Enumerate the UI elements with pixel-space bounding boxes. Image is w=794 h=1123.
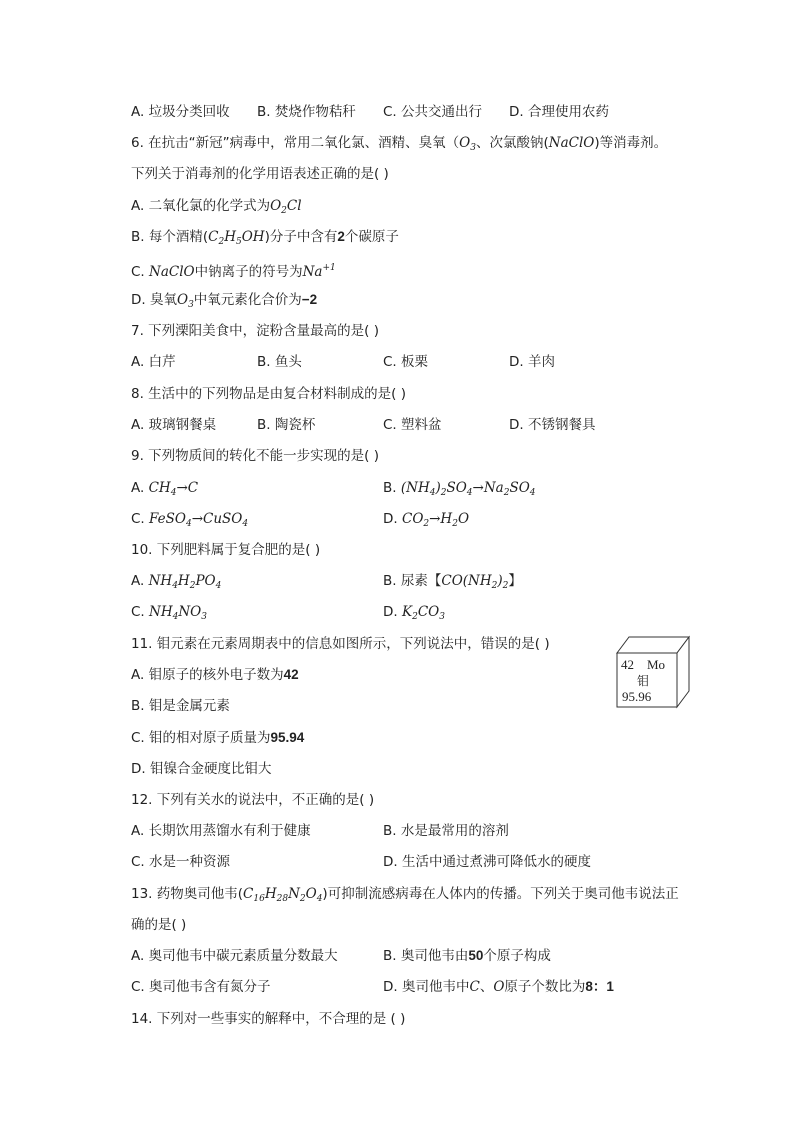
q7-stem: 7. 下列溧阳美食中，淀粉含量最高的是( ) — [131, 323, 379, 339]
q10-option-a: A. $NH_4H_2PO_4$ — [131, 573, 222, 591]
q11-option-b: B. 钼是金属元素 — [131, 698, 230, 714]
q10-option-b: B. 尿素【$CO(NH_2)_2$】 — [383, 573, 522, 591]
q13-option-c: C. 奥司他韦含有氮分子 — [131, 979, 271, 995]
q9-option-d: D. $CO_2\to H_2O$ — [383, 511, 470, 529]
q8-stem: 8. 生活中的下列物品是由复合材料制成的是( ) — [131, 386, 406, 402]
q9-stem: 9. 下列物质间的转化不能一步实现的是( ) — [131, 448, 379, 464]
q5-option-b: B. 焚烧作物秸秆 — [257, 104, 356, 120]
element-symbol: Mo — [647, 657, 666, 672]
q13-stem-line1: 13. 药物奥司他韦$(C_{16}H_{28}N_2O_4)$可抑制流感病毒在人体内的传播。下列关于奥司他韦说法正 — [131, 886, 679, 904]
q7-option-b: B. 鱼头 — [257, 354, 302, 370]
q12-option-c: C. 水是一种资源 — [131, 854, 231, 870]
q11-stem: 11. 钼元素在元素周期表中的信息如图所示，下列说法中，错误的是( ) — [131, 636, 550, 652]
q13-option-b: B. 奥司他韦由50个原子构成 — [383, 948, 551, 964]
q6-stem-line1: 6. 在抗击“新冠”病毒中，常用二氧化氯、酒精、臭氧（$O_3$、次氯酸钠(NaClO)等消毒剂。 — [131, 135, 668, 153]
q9-option-b: B. $(NH_4)_2SO_4\to Na_2SO_4$ — [383, 480, 536, 498]
q12-option-d: D. 生活中通过煮沸可降低水的硬度 — [383, 854, 591, 870]
element-name: 钼 — [637, 674, 650, 688]
element-atomic-mass: 95.96 — [622, 689, 652, 704]
q5-option-a: A. 垃圾分类回收 — [131, 104, 230, 120]
q6-option-a: A. 二氧化氯的化学式为$O_2Cl$ — [131, 198, 302, 216]
q9-option-a: A. $CH_4\to C$ — [131, 480, 199, 498]
q11-option-c: C. 钼的相对原子质量为95.94 — [131, 730, 305, 746]
q11-option-a: A. 钼原子的核外电子数为42 — [131, 667, 299, 683]
q8-option-a: A. 玻璃钢餐桌 — [131, 417, 217, 433]
q7-option-c: C. 板栗 — [383, 354, 429, 370]
q10-option-d: D. $K_2CO_3$ — [383, 604, 445, 622]
q13-stem-line2: 确的是( ) — [131, 917, 187, 933]
q6-option-b: B. 每个酒精$(C_2H_5OH)$分子中含有2个碳原子 — [131, 229, 399, 247]
q10-stem: 10. 下列肥料属于复合肥的是( ) — [131, 542, 321, 558]
q9-option-c: C. FeSO$_4$→CuSO$_4$ — [131, 511, 249, 529]
element-atomic-number: 42 — [621, 657, 634, 672]
q8-option-b: B. 陶瓷杯 — [257, 417, 316, 433]
q6-option-c: C. NaClO中钠离子的符号为$Na^{+1}$ — [131, 263, 336, 280]
q5-option-d: D. 合理使用农药 — [509, 104, 609, 120]
q5-option-c: C. 公共交通出行 — [383, 104, 483, 120]
q10-option-c: C. $NH_4NO_3$ — [131, 604, 207, 622]
q8-option-c: C. 塑料盆 — [383, 417, 442, 433]
q7-option-a: A. 白芹 — [131, 354, 176, 370]
q12-option-a: A. 长期饮用蒸馏水有利于健康 — [131, 823, 311, 839]
q14-stem: 14. 下列对一些事实的解释中，不合理的是 ( ) — [131, 1011, 406, 1027]
q12-option-b: B. 水是最常用的溶剂 — [383, 823, 509, 839]
q8-option-d: D. 不锈钢餐具 — [509, 417, 596, 433]
q6-stem-line2: 下列关于消毒剂的化学用语表述正确的是( ) — [131, 166, 389, 182]
q11-option-d: D. 钼镍合金硬度比钼大 — [131, 761, 272, 777]
q12-stem: 12. 下列有关水的说法中，不正确的是( ) — [131, 792, 375, 808]
q13-option-d: D. 奥司他韦中C、O原子个数比为8：1 — [383, 979, 614, 995]
q7-option-d: D. 羊肉 — [509, 354, 555, 370]
q6-option-d: D. 臭氧$O_3$中氧元素化合价为−2 — [131, 292, 318, 310]
q13-option-a: A. 奥司他韦中碳元素质量分数最大 — [131, 948, 338, 964]
